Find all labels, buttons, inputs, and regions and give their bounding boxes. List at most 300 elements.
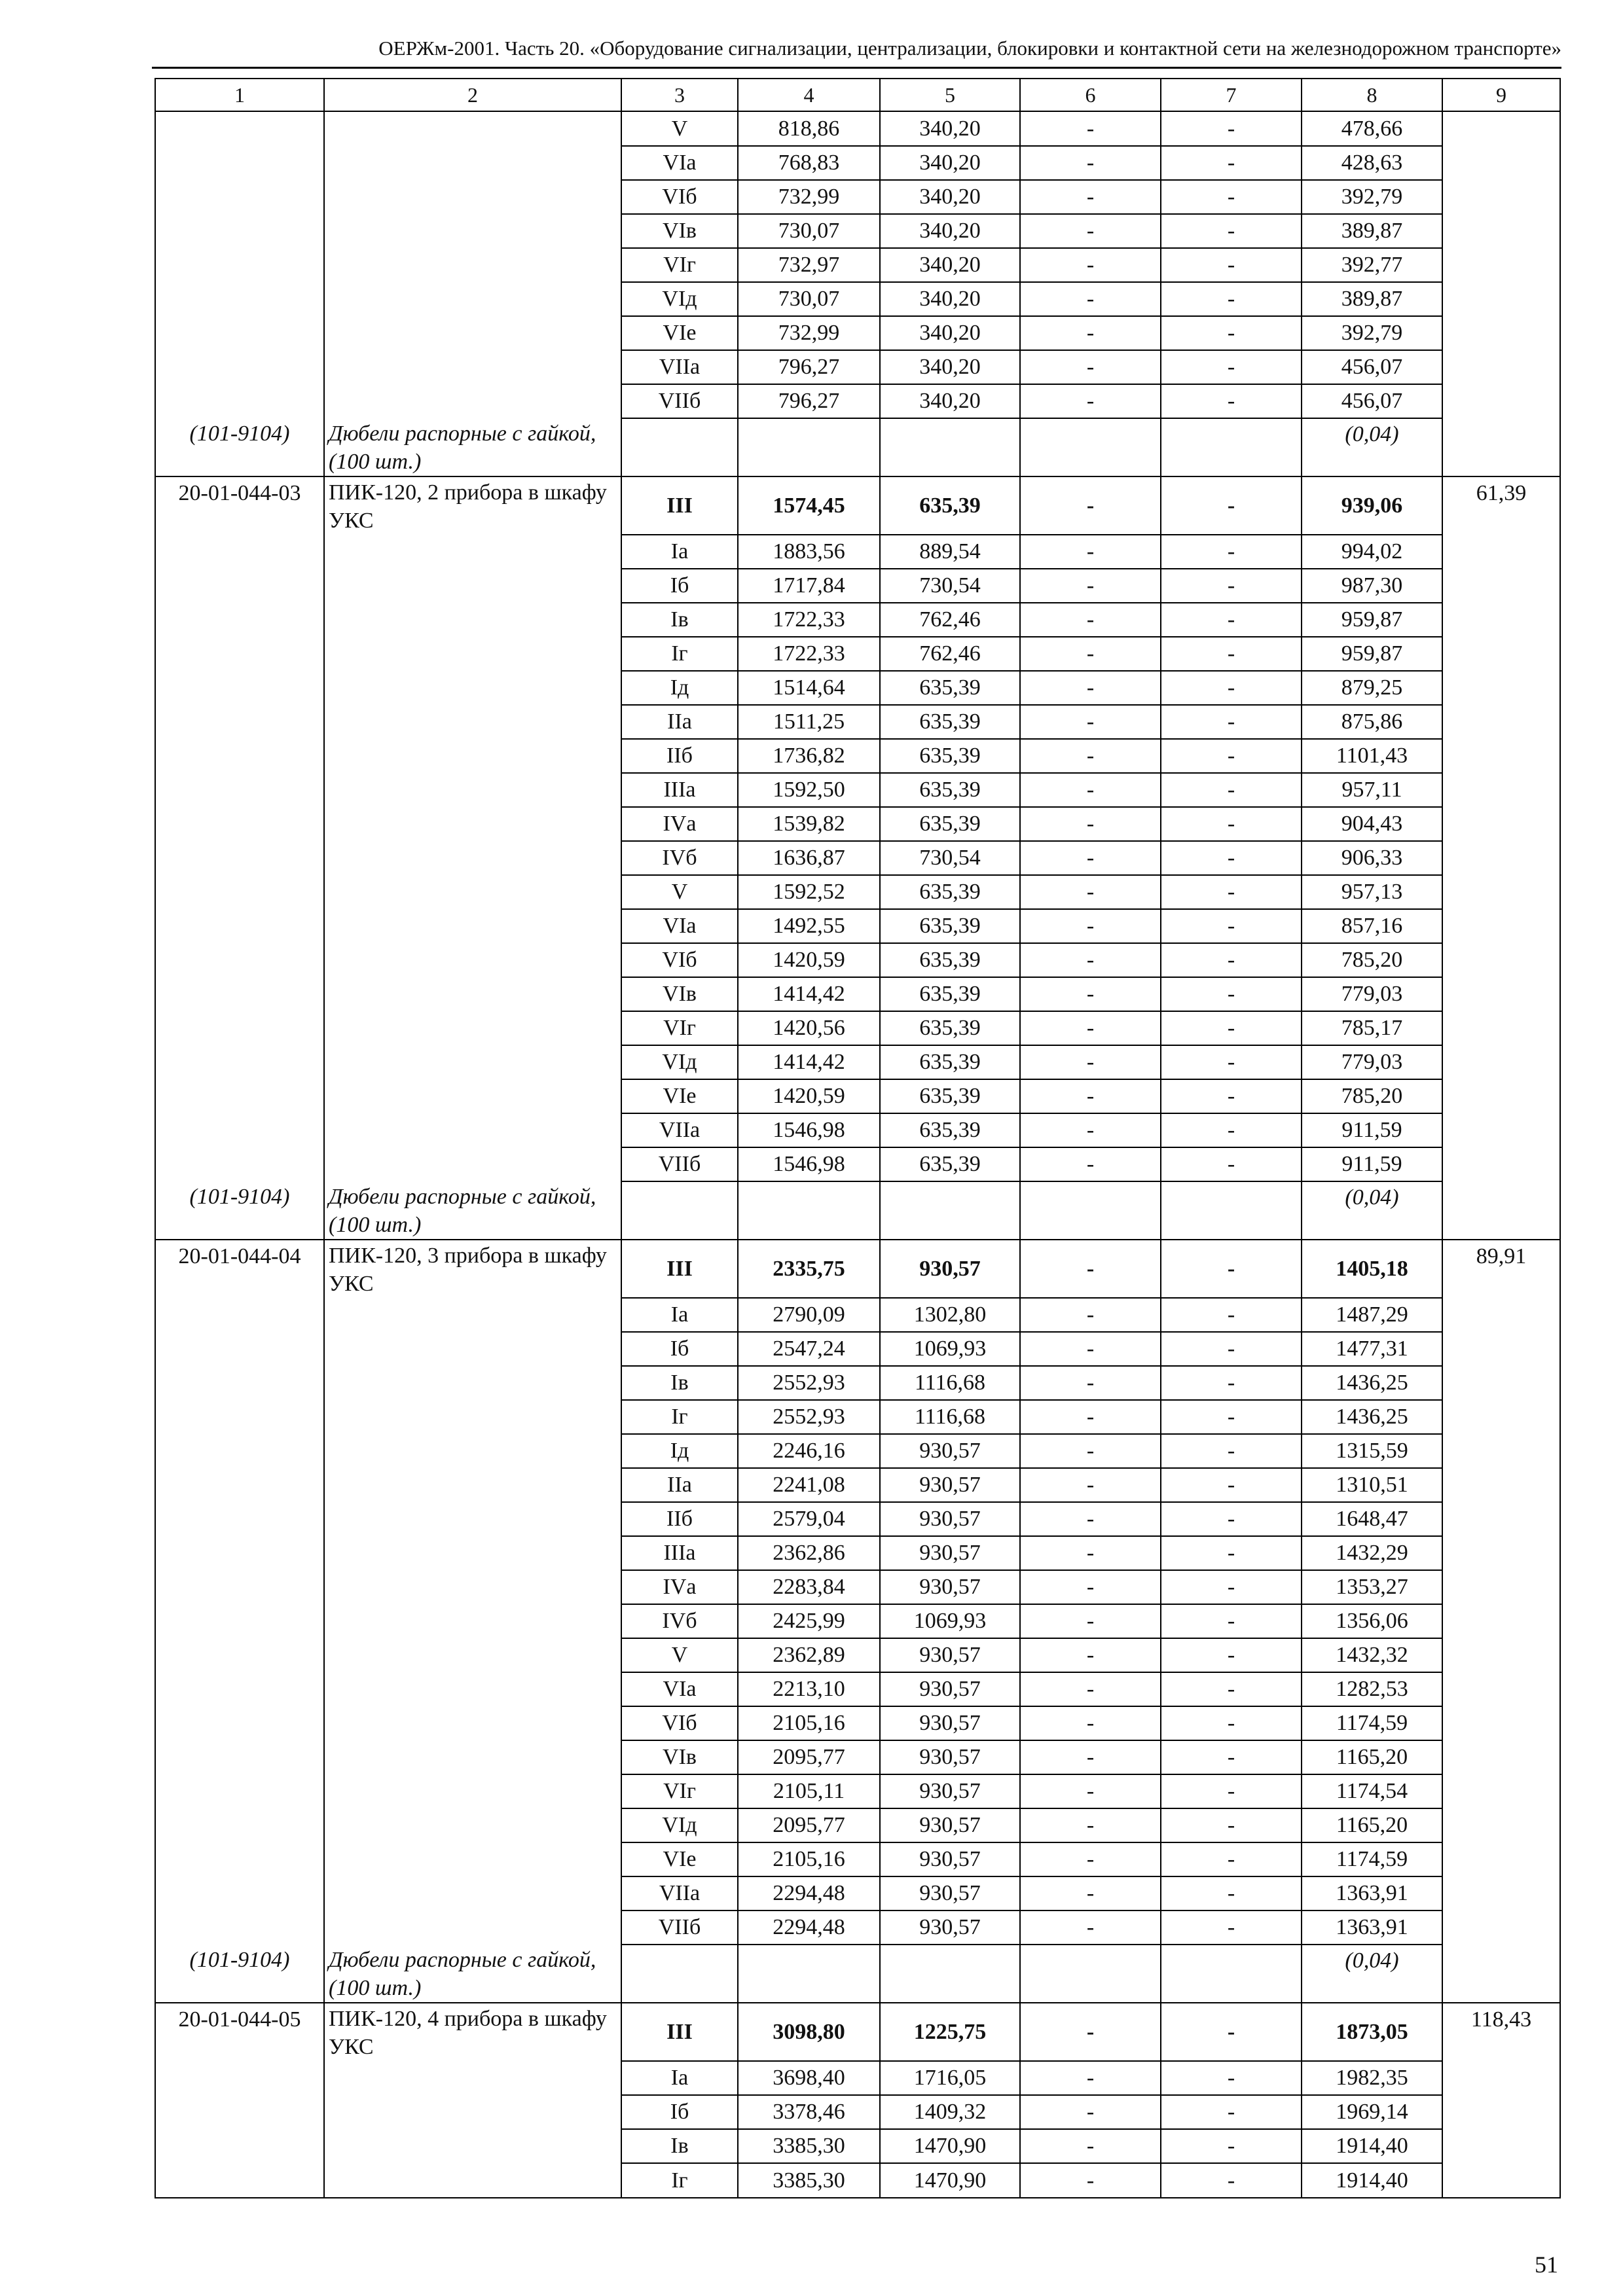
- value-cell-col7: -: [1161, 248, 1302, 282]
- value-cell-col8: 1436,25: [1302, 1400, 1442, 1434]
- column-number: 9: [1442, 79, 1560, 111]
- value-cell-col4: 1420,59: [738, 943, 880, 977]
- value-cell-col5: 340,20: [880, 248, 1020, 282]
- table-row: [155, 1240, 1560, 1298]
- value-cell-col8: 478,66: [1302, 111, 1442, 146]
- rate-name-cell: [324, 977, 621, 1011]
- value-cell-col7: -: [1161, 1638, 1302, 1672]
- rate-code-cell: [155, 1113, 324, 1147]
- table-row: [155, 977, 1560, 1011]
- value-cell-col5: 635,39: [880, 476, 1020, 535]
- value-cell-col5: 1409,32: [880, 2095, 1020, 2129]
- value-cell-col5: 930,57: [880, 1502, 1020, 1536]
- value-cell-col5: 1116,68: [880, 1400, 1020, 1434]
- rate-name-cell: [324, 875, 621, 909]
- value-cell-col8: 392,79: [1302, 180, 1442, 214]
- col9-cell: [1442, 569, 1560, 603]
- value-cell-col4: 2105,11: [738, 1774, 880, 1808]
- note-row: [155, 1945, 1560, 2003]
- col9-cell: [1442, 146, 1560, 180]
- col9-cell: [1442, 1842, 1560, 1876]
- value-cell-col6: -: [1020, 977, 1161, 1011]
- value-cell-col5: 930,57: [880, 1536, 1020, 1570]
- value-cell-col7: -: [1161, 705, 1302, 739]
- table-row: [155, 1434, 1560, 1468]
- rate-code-cell: [155, 1570, 324, 1604]
- value-cell-col8: 1101,43: [1302, 739, 1442, 773]
- value-cell-col6: -: [1020, 2129, 1161, 2163]
- rate-code-cell: [155, 2061, 324, 2095]
- col9-cell: [1442, 1298, 1560, 1332]
- value-cell-col6: -: [1020, 1113, 1161, 1147]
- value-cell-col8: 1432,32: [1302, 1638, 1442, 1672]
- value-cell-col3: VIе: [621, 1842, 738, 1876]
- value-cell-col7: -: [1161, 603, 1302, 637]
- value-cell-col8: 1982,35: [1302, 2061, 1442, 2095]
- value-cell-col5: 889,54: [880, 535, 1020, 569]
- col9-cell: [1442, 1400, 1560, 1434]
- value-cell-col5: 340,20: [880, 214, 1020, 248]
- rate-code-cell: [155, 1672, 324, 1706]
- rate-name-cell: [324, 214, 621, 248]
- rate-code-cell: [155, 282, 324, 316]
- rate-name-cell: [324, 807, 621, 841]
- value-cell-col5: 930,57: [880, 1808, 1020, 1842]
- value-cell-col7: -: [1161, 841, 1302, 875]
- value-cell-col5: 1225,75: [880, 2003, 1020, 2061]
- table-row: [155, 180, 1560, 214]
- value-cell-col5: 340,20: [880, 350, 1020, 384]
- value-cell-col6: -: [1020, 569, 1161, 603]
- table-row: [155, 1113, 1560, 1147]
- value-cell-col8: 904,43: [1302, 807, 1442, 841]
- rate-code-cell: 20-01-044-03: [155, 476, 324, 535]
- value-cell-col8: 1405,18: [1302, 1240, 1442, 1298]
- value-cell-col3: VIIа: [621, 1876, 738, 1910]
- col9-cell: [1442, 1502, 1560, 1536]
- note-code: (101-9104): [155, 1945, 324, 2003]
- value-cell-col5: 340,20: [880, 146, 1020, 180]
- value-cell-col6: -: [1020, 316, 1161, 350]
- table-row: [155, 1706, 1560, 1740]
- col9-cell: [1442, 2061, 1560, 2095]
- value-cell-col4: 3698,40: [738, 2061, 880, 2095]
- value-cell-col3: VIIб: [621, 384, 738, 418]
- value-cell-col5: 1302,80: [880, 1298, 1020, 1332]
- value-cell-col8: 1487,29: [1302, 1298, 1442, 1332]
- value-cell-col7: -: [1161, 384, 1302, 418]
- table-row: [155, 384, 1560, 418]
- value-cell-col7: -: [1161, 739, 1302, 773]
- value-cell-col5: 635,39: [880, 1079, 1020, 1113]
- value-cell-col8: 785,20: [1302, 1079, 1442, 1113]
- value-cell-col8: 1165,20: [1302, 1808, 1442, 1842]
- value-cell-col8: 906,33: [1302, 841, 1442, 875]
- value-cell-col4: 2552,93: [738, 1400, 880, 1434]
- value-cell-col4: 732,97: [738, 248, 880, 282]
- value-cell-col6: -: [1020, 2061, 1161, 2095]
- column-number: 4: [738, 79, 880, 111]
- col9-cell: [1442, 1079, 1560, 1113]
- table-row: [155, 943, 1560, 977]
- value-cell-col4: 1414,42: [738, 1045, 880, 1079]
- value-cell-col8: 875,86: [1302, 705, 1442, 739]
- value-cell-col5: 762,46: [880, 637, 1020, 671]
- rate-name-cell: [324, 282, 621, 316]
- rate-code-cell: [155, 1638, 324, 1672]
- rate-name-cell: [324, 1366, 621, 1400]
- table-row: [155, 2129, 1560, 2163]
- value-cell-col7: -: [1161, 1604, 1302, 1638]
- table-row: [155, 316, 1560, 350]
- rate-code-cell: [155, 2095, 324, 2129]
- table-row: [155, 875, 1560, 909]
- empty-cell: [880, 418, 1020, 476]
- value-cell-col3: VIб: [621, 180, 738, 214]
- col9-cell: [1442, 739, 1560, 773]
- value-cell-col6: -: [1020, 773, 1161, 807]
- value-cell-col3: Iг: [621, 2163, 738, 2198]
- value-cell-col8: 1436,25: [1302, 1366, 1442, 1400]
- rate-name-cell: [324, 943, 621, 977]
- value-cell-col4: 1546,98: [738, 1147, 880, 1181]
- value-cell-col3: VIг: [621, 248, 738, 282]
- value-cell-col6: -: [1020, 2003, 1161, 2061]
- table-row: [155, 2163, 1560, 2198]
- rate-code-cell: [155, 1842, 324, 1876]
- value-cell-col7: -: [1161, 2163, 1302, 2198]
- rate-code-cell: [155, 2163, 324, 2198]
- col9-cell: [1442, 282, 1560, 316]
- value-cell-col7: -: [1161, 671, 1302, 705]
- col9-cell: [1442, 977, 1560, 1011]
- value-cell-col5: 730,54: [880, 569, 1020, 603]
- value-cell-col6: -: [1020, 1604, 1161, 1638]
- value-cell-col3: VIа: [621, 1672, 738, 1706]
- col9-cell: [1442, 2163, 1560, 2198]
- value-cell-col4: 768,83: [738, 146, 880, 180]
- rate-name-cell: [324, 1502, 621, 1536]
- value-cell-col5: 635,39: [880, 739, 1020, 773]
- col9-cell: [1442, 943, 1560, 977]
- rates-table: [155, 78, 1561, 2198]
- table-row: [155, 773, 1560, 807]
- value-cell-col3: VIд: [621, 1808, 738, 1842]
- value-cell-col7: -: [1161, 1147, 1302, 1181]
- value-cell-col4: 3385,30: [738, 2129, 880, 2163]
- value-cell-col5: 635,39: [880, 1113, 1020, 1147]
- rate-name-cell: [324, 2061, 621, 2095]
- rate-code-cell: [155, 841, 324, 875]
- rate-name-cell: ПИК-120, 3 прибора в шкафу УКС: [324, 1240, 621, 1298]
- note-value: (0,04): [1302, 1945, 1442, 2003]
- value-cell-col5: 1470,90: [880, 2163, 1020, 2198]
- value-cell-col8: 1353,27: [1302, 1570, 1442, 1604]
- value-cell-col8: 389,87: [1302, 282, 1442, 316]
- col9-cell: [1442, 316, 1560, 350]
- rate-code-cell: [155, 1910, 324, 1945]
- rate-code-cell: [155, 111, 324, 146]
- value-cell-col6: -: [1020, 603, 1161, 637]
- value-cell-col4: 2294,48: [738, 1910, 880, 1945]
- value-cell-col6: -: [1020, 1570, 1161, 1604]
- empty-cell: [621, 1945, 738, 2003]
- col9-cell: [1442, 1332, 1560, 1366]
- value-cell-col5: 635,39: [880, 977, 1020, 1011]
- rate-name-cell: [324, 1434, 621, 1468]
- value-cell-col4: 2425,99: [738, 1604, 880, 1638]
- value-cell-col6: -: [1020, 1672, 1161, 1706]
- value-cell-col6: -: [1020, 909, 1161, 943]
- value-cell-col3: IIIа: [621, 773, 738, 807]
- value-cell-col7: -: [1161, 807, 1302, 841]
- note-text: Дюбели распорные с гайкой, (100 шт.): [324, 418, 621, 476]
- value-cell-col5: 930,57: [880, 1240, 1020, 1298]
- value-cell-col7: -: [1161, 146, 1302, 180]
- value-cell-col3: IIб: [621, 739, 738, 773]
- value-cell-col6: -: [1020, 248, 1161, 282]
- col9-cell: [1442, 418, 1560, 476]
- value-cell-col4: 2105,16: [738, 1842, 880, 1876]
- table-row: [155, 1604, 1560, 1638]
- rate-name-cell: ПИК-120, 2 прибора в шкафу УКС: [324, 476, 621, 535]
- table-row: [155, 146, 1560, 180]
- value-cell-col8: 392,79: [1302, 316, 1442, 350]
- col9-cell: [1442, 671, 1560, 705]
- value-cell-col6: -: [1020, 146, 1161, 180]
- value-cell-col7: -: [1161, 1910, 1302, 1945]
- rate-name-cell: [324, 316, 621, 350]
- value-cell-col7: -: [1161, 773, 1302, 807]
- rate-name-cell: [324, 111, 621, 146]
- value-cell-col8: 1174,59: [1302, 1706, 1442, 1740]
- value-cell-col3: Iа: [621, 2061, 738, 2095]
- value-cell-col8: 1174,59: [1302, 1842, 1442, 1876]
- empty-cell: [1020, 1945, 1161, 2003]
- value-cell-col3: Iб: [621, 569, 738, 603]
- empty-cell: [738, 1945, 880, 2003]
- value-cell-col5: 635,39: [880, 943, 1020, 977]
- column-number: 7: [1161, 79, 1302, 111]
- col9-cell: [1442, 1604, 1560, 1638]
- value-cell-col3: IIа: [621, 1468, 738, 1502]
- value-cell-col5: 1470,90: [880, 2129, 1020, 2163]
- value-cell-col5: 930,57: [880, 1638, 1020, 1672]
- value-cell-col3: VIб: [621, 943, 738, 977]
- value-cell-col4: 3098,80: [738, 2003, 880, 2061]
- value-cell-col7: -: [1161, 2095, 1302, 2129]
- table-body: [155, 79, 1560, 2198]
- rate-name-cell: [324, 1910, 621, 1945]
- table-row: [155, 637, 1560, 671]
- value-cell-col6: -: [1020, 1045, 1161, 1079]
- column-number: 8: [1302, 79, 1442, 111]
- value-cell-col6: -: [1020, 282, 1161, 316]
- empty-cell: [1161, 1945, 1302, 2003]
- value-cell-col8: 1914,40: [1302, 2129, 1442, 2163]
- value-cell-col7: -: [1161, 637, 1302, 671]
- rate-name-cell: [324, 1298, 621, 1332]
- rate-code-cell: [155, 807, 324, 841]
- value-cell-col4: 2790,09: [738, 1298, 880, 1332]
- value-cell-col3: VIа: [621, 909, 738, 943]
- value-cell-col3: IVб: [621, 1604, 738, 1638]
- empty-cell: [621, 1181, 738, 1240]
- value-cell-col7: -: [1161, 1536, 1302, 1570]
- value-cell-col5: 1116,68: [880, 1366, 1020, 1400]
- value-cell-col4: 1883,56: [738, 535, 880, 569]
- col9-cell: [1442, 384, 1560, 418]
- rate-name-cell: [324, 1011, 621, 1045]
- rate-code-cell: [155, 1604, 324, 1638]
- value-cell-col4: 2579,04: [738, 1502, 880, 1536]
- value-cell-col7: -: [1161, 569, 1302, 603]
- value-cell-col3: IIIа: [621, 1536, 738, 1570]
- value-cell-col8: 456,07: [1302, 384, 1442, 418]
- value-cell-col8: 1363,91: [1302, 1910, 1442, 1945]
- value-cell-col4: 818,86: [738, 111, 880, 146]
- value-cell-col6: -: [1020, 739, 1161, 773]
- empty-cell: [880, 1945, 1020, 2003]
- value-cell-col5: 340,20: [880, 384, 1020, 418]
- table-row: [155, 1808, 1560, 1842]
- page-header: ОЕРЖм-2001. Часть 20. «Оборудование сигнализации, централизации, блокировки и контактной сети на железнодорожном транспорте»: [378, 37, 1561, 60]
- value-cell-col7: -: [1161, 875, 1302, 909]
- value-cell-col7: -: [1161, 1774, 1302, 1808]
- col9-cell: [1442, 1706, 1560, 1740]
- value-cell-col8: 911,59: [1302, 1147, 1442, 1181]
- value-cell-col6: -: [1020, 1011, 1161, 1045]
- value-cell-col6: -: [1020, 180, 1161, 214]
- value-cell-col7: -: [1161, 1570, 1302, 1604]
- rate-name-cell: [324, 1468, 621, 1502]
- value-cell-col6: -: [1020, 111, 1161, 146]
- col9-cell: [1442, 1147, 1560, 1181]
- col9-cell: [1442, 111, 1560, 146]
- rate-code-cell: [155, 1468, 324, 1502]
- value-cell-col5: 340,20: [880, 180, 1020, 214]
- rate-name-cell: [324, 603, 621, 637]
- value-cell-col4: 1717,84: [738, 569, 880, 603]
- empty-cell: [880, 1181, 1020, 1240]
- value-cell-col8: 1165,20: [1302, 1740, 1442, 1774]
- value-cell-col4: 2283,84: [738, 1570, 880, 1604]
- table-row: [155, 705, 1560, 739]
- value-cell-col4: 2241,08: [738, 1468, 880, 1502]
- empty-cell: [738, 1181, 880, 1240]
- rate-name-cell: [324, 1706, 621, 1740]
- table-row: [155, 671, 1560, 705]
- table-row: [155, 909, 1560, 943]
- value-cell-col7: -: [1161, 943, 1302, 977]
- value-cell-col3: Iд: [621, 1434, 738, 1468]
- rate-name-cell: [324, 1740, 621, 1774]
- rate-name-cell: [324, 773, 621, 807]
- empty-cell: [621, 418, 738, 476]
- empty-cell: [738, 418, 880, 476]
- value-cell-col5: 762,46: [880, 603, 1020, 637]
- value-cell-col5: 635,39: [880, 705, 1020, 739]
- col9-cell: [1442, 1570, 1560, 1604]
- value-cell-col4: 2335,75: [738, 1240, 880, 1298]
- value-cell-col3: III: [621, 476, 738, 535]
- value-cell-col6: -: [1020, 1366, 1161, 1400]
- value-cell-col6: -: [1020, 1468, 1161, 1502]
- value-cell-col6: -: [1020, 1147, 1161, 1181]
- rate-code-cell: [155, 350, 324, 384]
- col9-cell: [1442, 1536, 1560, 1570]
- value-cell-col6: -: [1020, 705, 1161, 739]
- rate-name-cell: [324, 1113, 621, 1147]
- value-cell-col7: -: [1161, 282, 1302, 316]
- value-cell-col6: -: [1020, 1332, 1161, 1366]
- table-row: [155, 1842, 1560, 1876]
- value-cell-col5: 930,57: [880, 1740, 1020, 1774]
- value-cell-col4: 2294,48: [738, 1876, 880, 1910]
- value-cell-col4: 1539,82: [738, 807, 880, 841]
- value-cell-col4: 1592,50: [738, 773, 880, 807]
- rate-code-cell: [155, 943, 324, 977]
- value-cell-col5: 635,39: [880, 1011, 1020, 1045]
- table-row: [155, 1045, 1560, 1079]
- value-cell-col7: -: [1161, 476, 1302, 535]
- value-cell-col4: 1420,56: [738, 1011, 880, 1045]
- value-cell-col4: 3385,30: [738, 2163, 880, 2198]
- value-cell-col7: -: [1161, 2129, 1302, 2163]
- table-row: [155, 1400, 1560, 1434]
- rate-code-cell: [155, 977, 324, 1011]
- rate-code-cell: [155, 773, 324, 807]
- rate-code-cell: [155, 214, 324, 248]
- rate-name-cell: [324, 1808, 621, 1842]
- value-cell-col7: -: [1161, 1011, 1302, 1045]
- note-row: [155, 418, 1560, 476]
- rate-code-cell: [155, 1147, 324, 1181]
- value-cell-col6: -: [1020, 350, 1161, 384]
- value-cell-col6: -: [1020, 1079, 1161, 1113]
- value-cell-col3: V: [621, 111, 738, 146]
- value-cell-col3: Iа: [621, 1298, 738, 1332]
- table-row: [155, 248, 1560, 282]
- rate-code-cell: [155, 1011, 324, 1045]
- rate-code-cell: [155, 180, 324, 214]
- value-cell-col5: 635,39: [880, 1045, 1020, 1079]
- empty-cell: [1161, 418, 1302, 476]
- value-cell-col7: -: [1161, 1468, 1302, 1502]
- table-row: [155, 1366, 1560, 1400]
- value-cell-col8: 392,77: [1302, 248, 1442, 282]
- note-value: (0,04): [1302, 418, 1442, 476]
- value-cell-col3: III: [621, 2003, 738, 2061]
- col9-cell: [1442, 1366, 1560, 1400]
- value-cell-col7: -: [1161, 2061, 1302, 2095]
- value-cell-col3: VIIб: [621, 1147, 738, 1181]
- rate-name-cell: [324, 841, 621, 875]
- column-number: 3: [621, 79, 738, 111]
- value-cell-col7: -: [1161, 1332, 1302, 1366]
- rate-name-cell: [324, 1400, 621, 1434]
- rate-code-cell: [155, 1366, 324, 1400]
- note-code: (101-9104): [155, 418, 324, 476]
- value-cell-col8: 1969,14: [1302, 2095, 1442, 2129]
- rate-code-cell: [155, 671, 324, 705]
- value-cell-col3: VIIа: [621, 1113, 738, 1147]
- value-cell-col3: Iб: [621, 1332, 738, 1366]
- rate-code-cell: [155, 637, 324, 671]
- rate-name-cell: [324, 1876, 621, 1910]
- value-cell-col6: -: [1020, 1808, 1161, 1842]
- value-cell-col6: -: [1020, 1706, 1161, 1740]
